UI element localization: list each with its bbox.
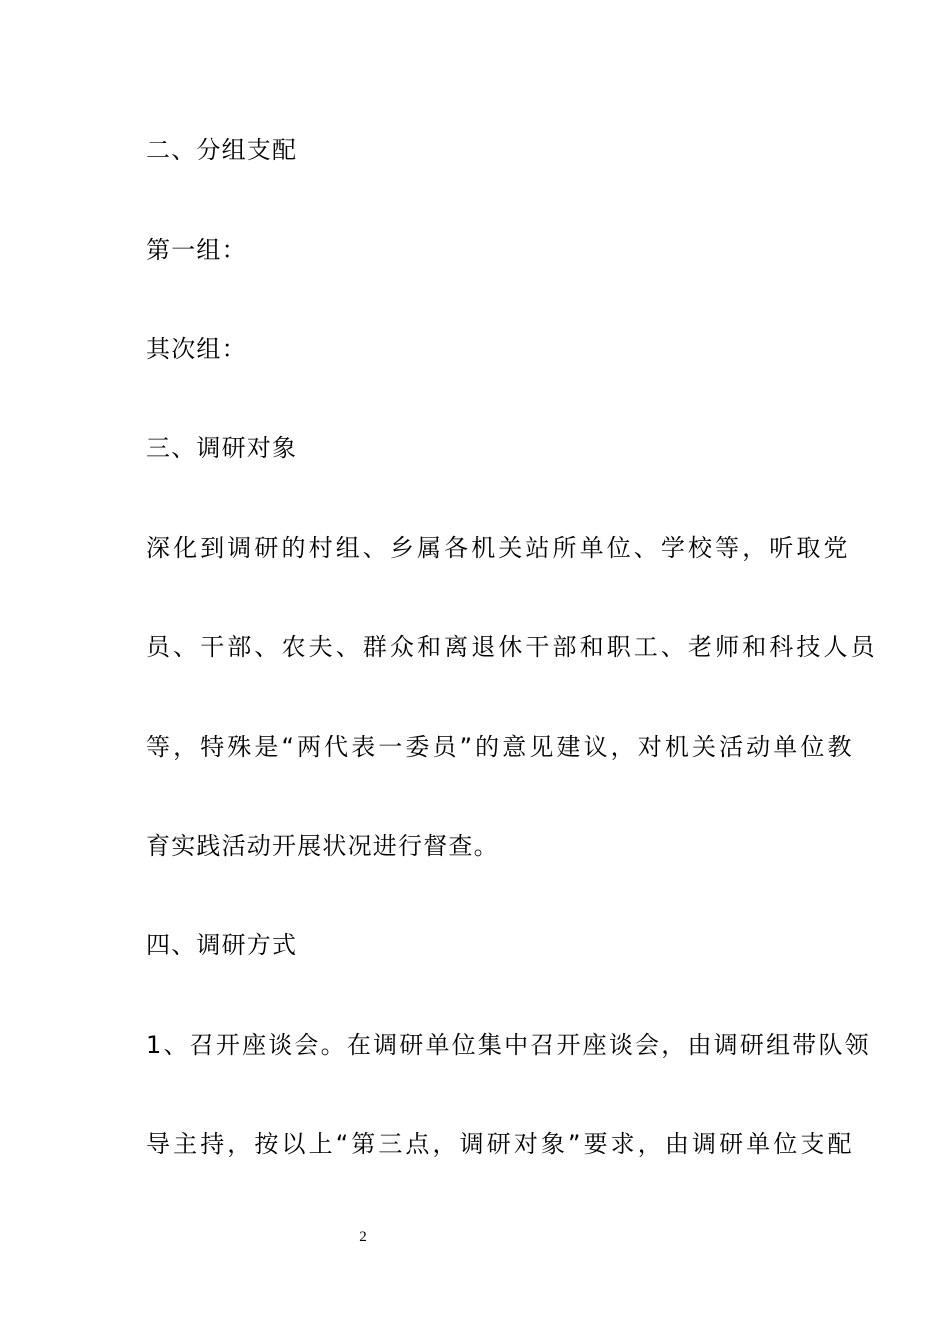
- section-heading-grouping: 二、分组支配: [146, 136, 298, 164]
- paragraph-line: 育实践活动开展状况进行督查。: [146, 832, 499, 860]
- section-heading-methods: 四、调研方式: [146, 931, 298, 959]
- paragraph-line: 等，特殊是“两代表一委员”的意见建议，对机关活动单位教: [146, 733, 855, 761]
- page-number: 2: [359, 1229, 367, 1245]
- group-two-label: 其次组：: [146, 335, 247, 363]
- section-heading-subjects: 三、调研对象: [146, 434, 298, 462]
- paragraph-line: 员、干部、农夫、群众和离退休干部和职工、老师和科技人员: [146, 633, 878, 661]
- paragraph-line: 导主持，按以上“第三点，调研对象”要求，由调研单位支配: [146, 1130, 855, 1158]
- paragraph-line: 1、召开座谈会。在调研单位集中召开座谈会，由调研组带队领: [146, 1031, 871, 1059]
- paragraph-line: 深化到调研的村组、乡属各机关站所单位、学校等，听取党: [146, 534, 851, 562]
- group-one-label: 第一组：: [146, 236, 247, 264]
